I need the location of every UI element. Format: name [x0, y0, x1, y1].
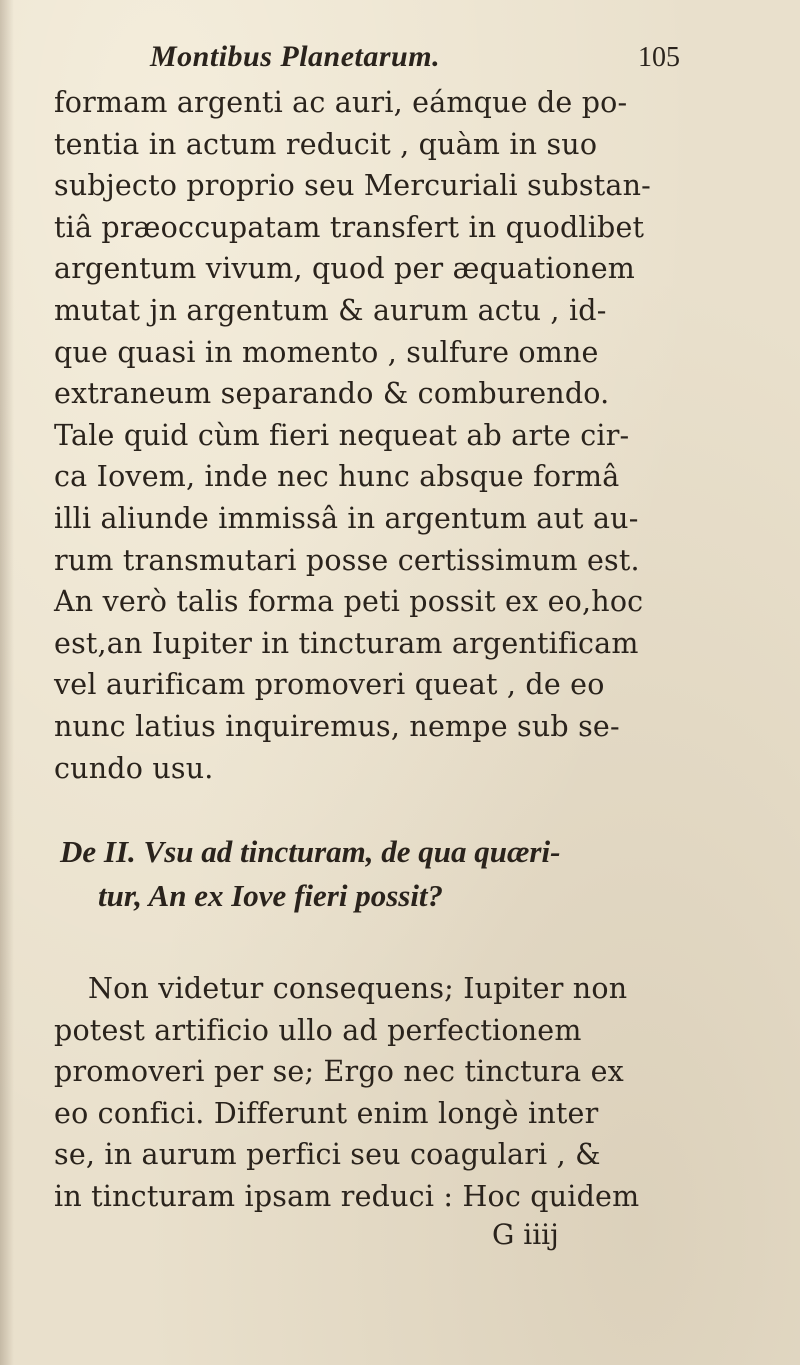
heading-line: De II. Vsu ad tincturam, de qua quæri-: [60, 834, 561, 869]
text-line: subjecto proprio seu Mercuriali substan-: [54, 169, 651, 203]
text-line: est,an Iupiter in tincturam argentificam: [54, 626, 639, 660]
text-line: formam argenti ac auri, eámque de po-: [54, 86, 628, 119]
text-line: vel aurificam promoveri queat , de eo: [54, 668, 605, 702]
text-line: potest artificio ullo ad perfectionem: [54, 1013, 582, 1047]
text-line: illi aliunde immissâ in argentum aut au-: [54, 501, 639, 535]
text-line: se, in aurum perfici seu coagulari , &: [54, 1138, 601, 1172]
running-title: Montibus Planetarum.: [150, 40, 441, 73]
page-edge-shadow: [0, 0, 14, 1365]
text-line: eo confici. Differunt enim longè inter: [54, 1096, 599, 1130]
text-line: Tale quid cùm fieri nequeat ab arte cir-: [54, 418, 630, 452]
page-number: 105: [638, 42, 680, 73]
text-line: extraneum separando & comburendo.: [54, 377, 610, 411]
text-line: ca Iovem, inde nec hunc absque formâ: [54, 460, 620, 494]
text-line: Non videtur consequens; Iupiter non: [88, 972, 628, 1005]
section-heading: [60, 830, 660, 918]
text-line: promoveri per se; Ergo nec tinctura ex: [54, 1055, 624, 1089]
text-line: nunc latius inquiremus, nempe sub se-: [54, 709, 620, 743]
text-line: mutat jn argentum & aurum actu , id-: [54, 293, 607, 327]
text-line: in tincturam ipsam reduci : Hoc quidem: [54, 1179, 640, 1213]
text-line: tentia in actum reducit , quàm in suo: [54, 127, 598, 161]
paragraph-1: [54, 82, 654, 789]
signature-mark: G iiij: [492, 1218, 559, 1251]
heading-line: tur, An ex Iove fieri possit?: [98, 878, 444, 913]
text-line: cundo usu.: [54, 751, 214, 785]
text-line: An verò talis forma peti possit ex eo,hoc: [54, 585, 644, 619]
text-line: argentum vivum, quod per æquationem: [54, 252, 635, 286]
text-line: tiâ præoccupatam transfert in quodlibet: [54, 210, 645, 244]
text-line: que quasi in momento , sulfure omne: [54, 335, 599, 369]
running-header: [140, 40, 680, 84]
text-line: rum transmutari posse certissimum est.: [54, 543, 640, 577]
paragraph-2: [54, 968, 654, 1218]
